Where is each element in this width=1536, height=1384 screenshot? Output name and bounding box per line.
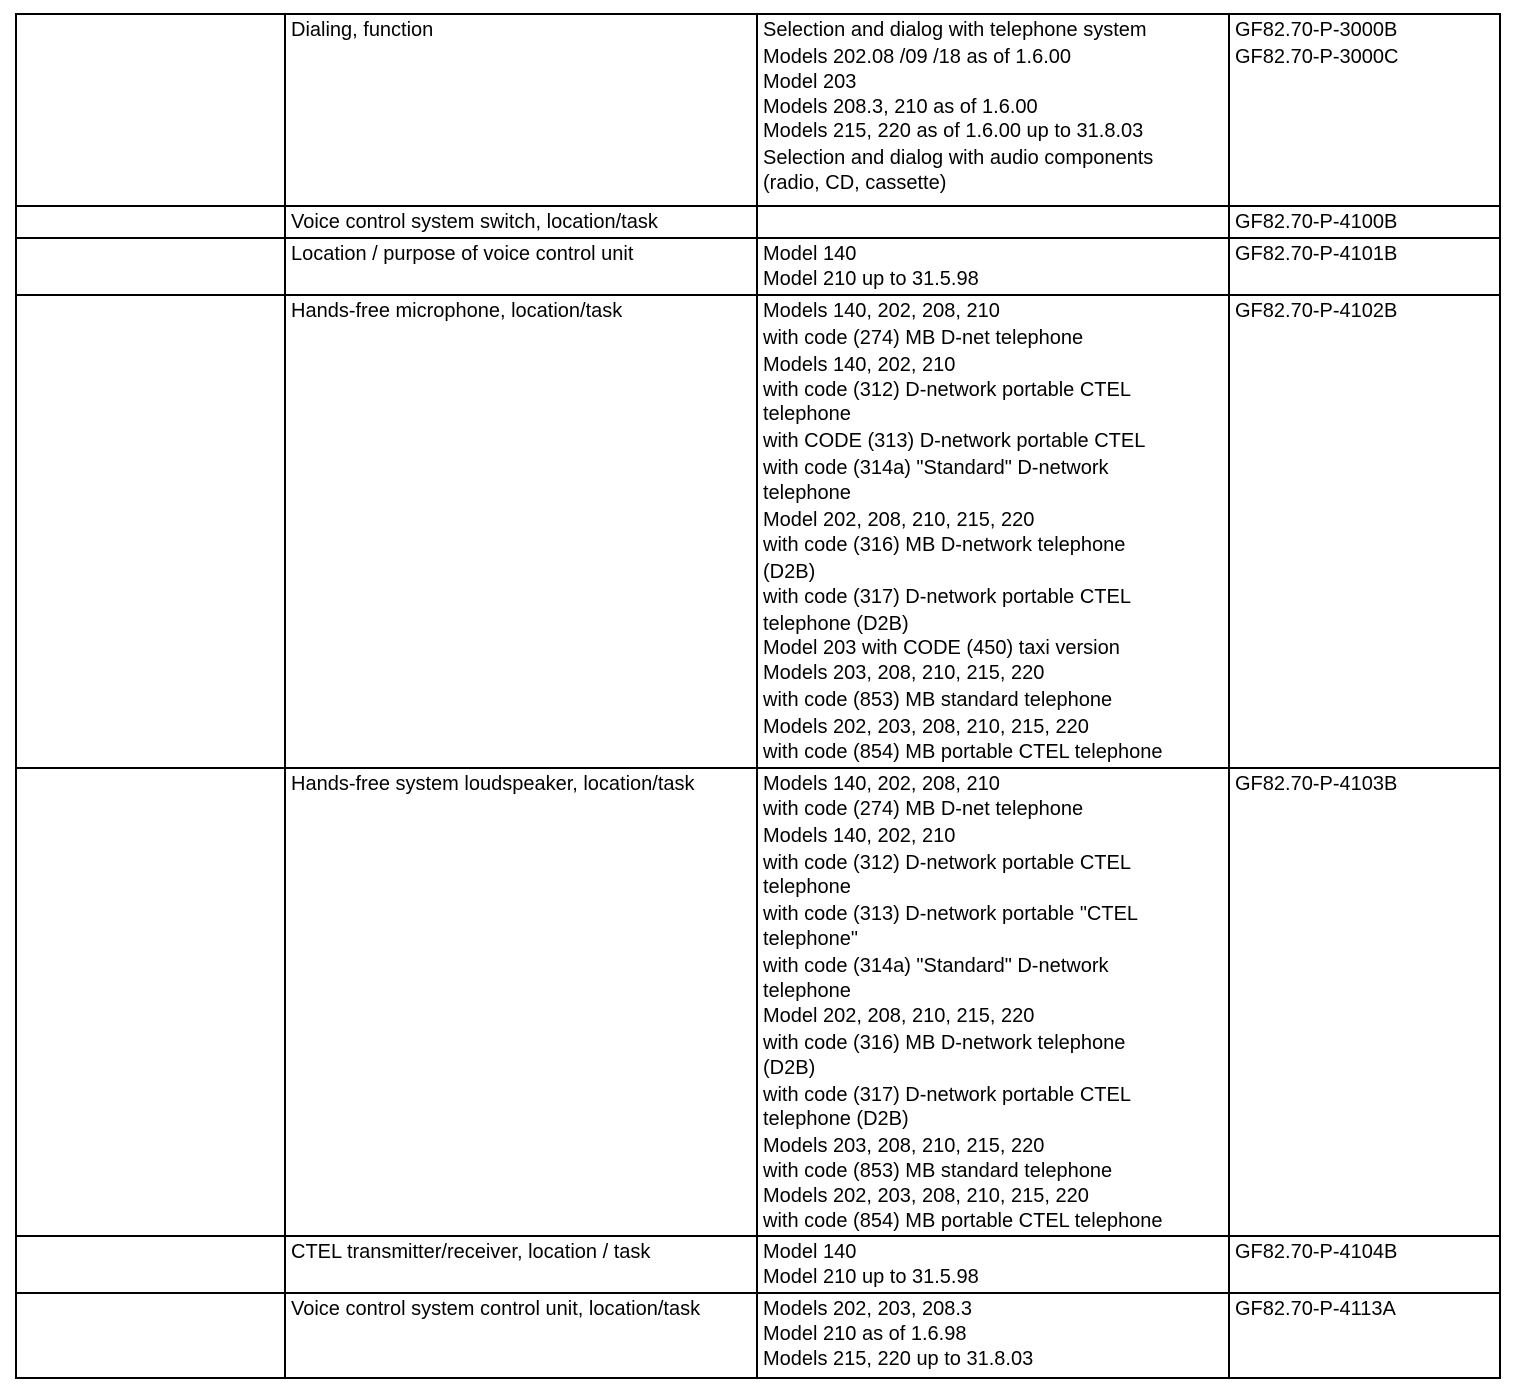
note-line: with code (853) MB standard telephone bbox=[763, 1160, 1113, 1183]
document-reference: GF82.70-P-4101B bbox=[1235, 242, 1398, 265]
note-line: telephone bbox=[763, 979, 851, 1002]
note-line: (D2B) bbox=[763, 1056, 816, 1079]
note-line: telephone bbox=[763, 482, 851, 505]
topic-cell: CTEL transmitter/receiver, location / task bbox=[285, 1236, 757, 1293]
note-line: Model 202, 208, 210, 215, 220 bbox=[763, 509, 1035, 532]
note-line: with code (274) MB D-net telephone bbox=[763, 326, 1084, 349]
note-line: (D2B) bbox=[763, 560, 816, 583]
note-line: Models 140, 202, 210 bbox=[763, 824, 956, 847]
document-reference: GF82.70-P-4104B bbox=[1235, 1241, 1398, 1264]
table-row bbox=[16, 295, 1500, 768]
note-line: with code (317) D-network portable CTEL bbox=[763, 585, 1131, 608]
topic-cell: Hands-free system loudspeaker, location/task bbox=[285, 768, 757, 1237]
note-line: with code (854) MB portable CTEL telephone bbox=[763, 741, 1163, 764]
note-line: Models 215, 220 up to 31.8.03 bbox=[763, 1348, 1034, 1371]
topic-cell: Dialing, function bbox=[285, 14, 757, 206]
note-line: telephone bbox=[763, 876, 851, 899]
note-line: Models 202, 203, 208, 210, 215, 220 bbox=[763, 1184, 1089, 1207]
note-line: with code (854) MB portable CTEL telephone bbox=[763, 1209, 1163, 1232]
group-cell bbox=[16, 238, 285, 295]
note-line: with code (853) MB standard telephone bbox=[763, 689, 1113, 712]
document-reference: GF82.70-P-4113A bbox=[1235, 1298, 1396, 1321]
note-line: Models 202.08 /09 /18 as of 1.6.00 bbox=[763, 45, 1071, 68]
note-line: with code (312) D-network portable CTEL bbox=[763, 378, 1131, 401]
table-row bbox=[16, 1293, 1500, 1378]
group-cell bbox=[16, 1236, 285, 1293]
reference-cell bbox=[1229, 238, 1500, 295]
note-line: Model 140 bbox=[763, 1241, 857, 1264]
document-reference: GF82.70-P-4103B bbox=[1235, 772, 1398, 795]
note-line: Models 202, 203, 208.3 bbox=[763, 1298, 973, 1321]
group-cell bbox=[16, 1293, 285, 1378]
notes-cell bbox=[757, 238, 1229, 295]
note-line: with code (313) D-network portable "CTEL bbox=[763, 903, 1139, 926]
note-line: Model 210 up to 31.5.98 bbox=[763, 1266, 979, 1289]
note-line: telephone (D2B) bbox=[763, 612, 909, 635]
notes-cell bbox=[757, 14, 1229, 206]
note-line: Model 140 bbox=[763, 242, 857, 265]
note-line: telephone" bbox=[763, 928, 858, 951]
document-reference: GF82.70-P-3000B bbox=[1235, 19, 1398, 41]
note-line: with code (312) D-network portable CTEL bbox=[763, 851, 1131, 874]
note-line: telephone bbox=[763, 403, 851, 426]
note-line: Models 140, 202, 210 bbox=[763, 353, 956, 376]
reference-cell bbox=[1229, 295, 1500, 768]
reference-cell bbox=[1229, 206, 1500, 238]
note-line: Models 140, 202, 208, 210 bbox=[763, 299, 1000, 322]
reference-cell bbox=[1229, 1236, 1500, 1293]
note-line: Models 203, 208, 210, 215, 220 bbox=[763, 1135, 1045, 1158]
document-reference: GF82.70-P-4102B bbox=[1235, 299, 1398, 322]
notes-cell bbox=[757, 206, 1229, 238]
note-line: with code (317) D-network portable CTEL bbox=[763, 1083, 1131, 1106]
note-line: Models 208.3, 210 as of 1.6.00 bbox=[763, 95, 1038, 118]
notes-cell bbox=[757, 1293, 1229, 1378]
topic-cell: Hands-free microphone, location/task bbox=[285, 295, 757, 768]
notes-cell bbox=[757, 1236, 1229, 1293]
group-cell bbox=[16, 768, 285, 1237]
reference-cell bbox=[1229, 768, 1500, 1237]
note-line: with CODE (313) D-network portable CTEL bbox=[763, 430, 1146, 453]
note-line: Model 203 bbox=[763, 70, 857, 93]
reference-cell bbox=[1229, 1293, 1500, 1378]
note-line: Models 203, 208, 210, 215, 220 bbox=[763, 662, 1045, 685]
notes-cell bbox=[757, 295, 1229, 768]
table-row bbox=[16, 238, 1500, 295]
note-line: telephone (D2B) bbox=[763, 1108, 909, 1131]
note-line: Model 210 as of 1.6.98 bbox=[763, 1323, 967, 1346]
note-line: Selection and dialog with audio components bbox=[763, 147, 1154, 170]
group-cell bbox=[16, 14, 285, 206]
topic-cell: Location / purpose of voice control unit bbox=[285, 238, 757, 295]
note-line: Models 202, 203, 208, 210, 215, 220 bbox=[763, 716, 1089, 739]
note-line: Selection and dialog with telephone system bbox=[763, 19, 1147, 41]
note-line: Models 215, 220 as of 1.6.00 up to 31.8.03 bbox=[763, 120, 1144, 143]
reference-cell bbox=[1229, 14, 1500, 206]
note-line: (radio, CD, cassette) bbox=[763, 172, 947, 195]
note-line: Model 203 with CODE (450) taxi version bbox=[763, 637, 1120, 660]
group-cell bbox=[16, 206, 285, 238]
note-line: with code (316) MB D-network telephone bbox=[763, 1031, 1126, 1054]
group-cell bbox=[16, 295, 285, 768]
note-line: Model 202, 208, 210, 215, 220 bbox=[763, 1004, 1035, 1027]
table-row bbox=[16, 1236, 1500, 1293]
document-table bbox=[15, 13, 1501, 1379]
table-row bbox=[16, 14, 1500, 206]
table-row bbox=[16, 206, 1500, 238]
note-line: with code (316) MB D-network telephone bbox=[763, 533, 1126, 556]
note-line: with code (274) MB D-net telephone bbox=[763, 797, 1084, 820]
note-line: with code (314a) "Standard" D-network bbox=[763, 457, 1109, 480]
note-line: Model 210 up to 31.5.98 bbox=[763, 267, 979, 290]
table-row bbox=[16, 768, 1500, 1237]
document-reference: GF82.70-P-4100B bbox=[1235, 211, 1398, 233]
notes-cell bbox=[757, 768, 1229, 1237]
topic-cell: Voice control system switch, location/task bbox=[285, 206, 757, 238]
document-reference: GF82.70-P-3000C bbox=[1235, 45, 1399, 68]
topic-cell: Voice control system control unit, location/task bbox=[285, 1293, 757, 1378]
note-line: Models 140, 202, 208, 210 bbox=[763, 772, 1000, 795]
note-line: with code (314a) "Standard" D-network bbox=[763, 955, 1109, 978]
